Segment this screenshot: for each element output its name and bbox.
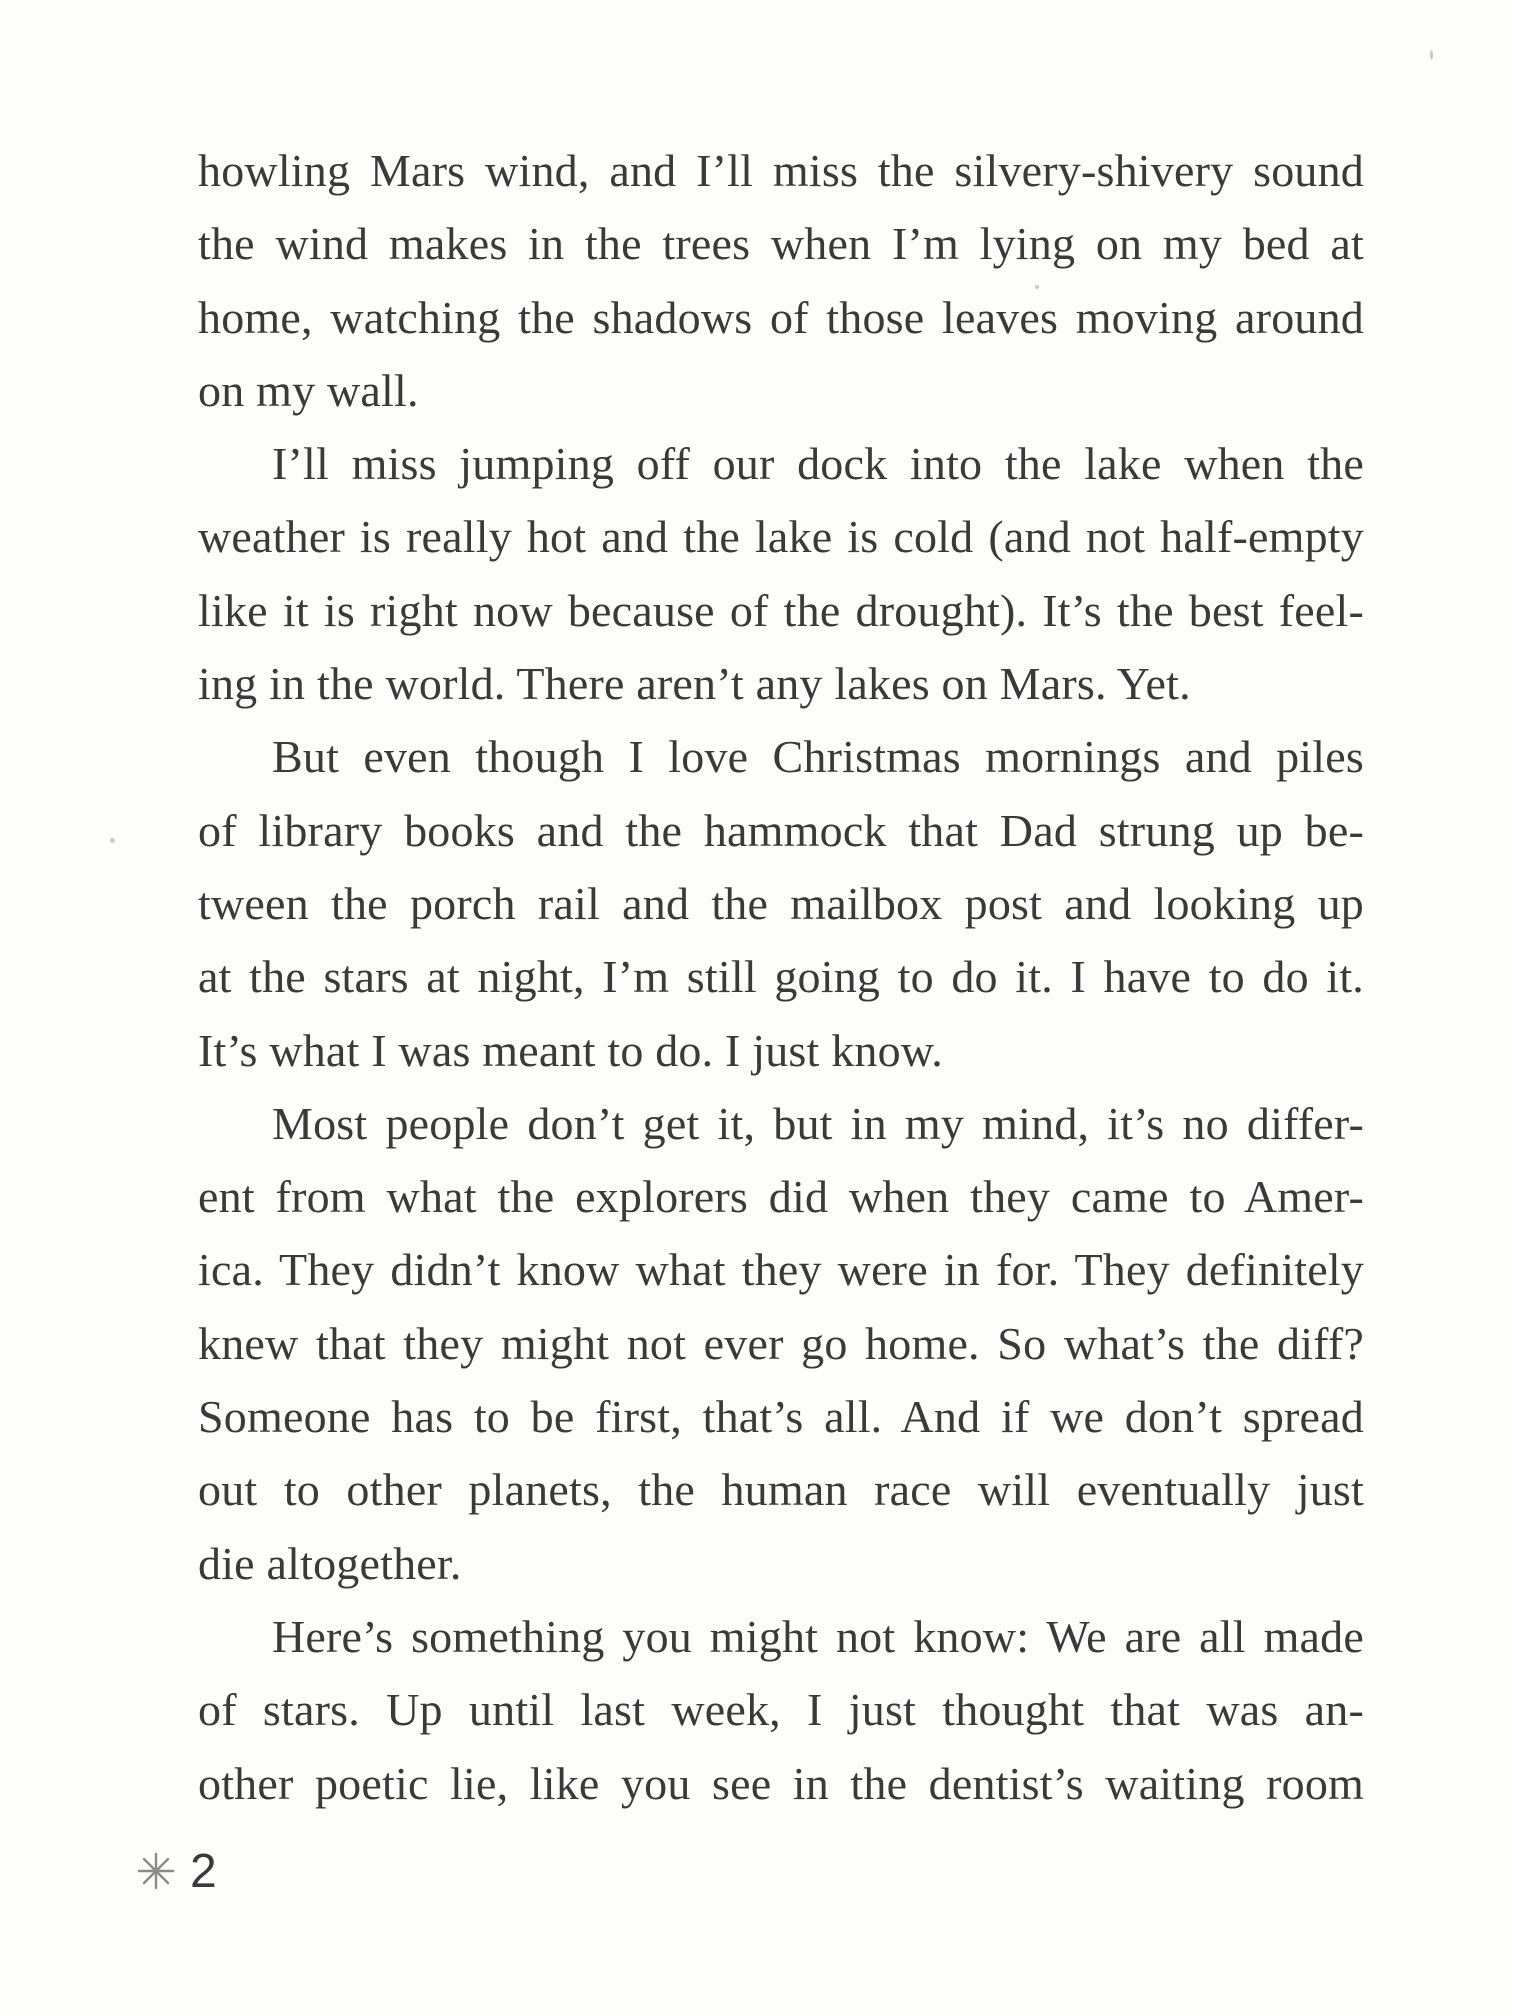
text-line: Someone has to be first, that’s all. And if we don’t spread — [198, 1391, 1364, 1443]
scan-speck — [1035, 285, 1039, 289]
text-line: other poetic lie, like you see in the dentist’s waiting room — [198, 1757, 1364, 1809]
text-line: I’ll miss jumping off our dock into the lake when the — [272, 438, 1364, 490]
text-line: die altogether. — [198, 1537, 462, 1589]
text-line: Here’s something you might not know: We are all made — [272, 1610, 1364, 1662]
scan-speck — [1430, 50, 1433, 60]
text-line: But even though I love Christmas mornings and piles — [272, 731, 1364, 783]
text-line: out to other planets, the human race will eventually just — [198, 1464, 1364, 1516]
text-line: weather is really hot and the lake is cold (and not half-empty — [198, 511, 1364, 563]
text-line: It’s what I was meant to do. I just know. — [198, 1024, 943, 1076]
text-line: ent from what the explorers did when they came to Amer- — [198, 1171, 1364, 1223]
text-line: at the stars at night, I’m still going to do it. I have to do it. — [198, 951, 1364, 1003]
text-line: on my wall. — [198, 364, 419, 416]
page-footer — [136, 1836, 217, 1906]
text-line: Most people don’t get it, but in my mind, it’s no differ- — [272, 1097, 1364, 1149]
text-line: tween the porch rail and the mailbox post and looking up — [198, 877, 1364, 929]
text-line: ica. They didn’t know what they were in for. They definitely — [198, 1244, 1364, 1296]
text-line: like it is right now because of the drought). It’s the best feel- — [198, 584, 1364, 636]
page-number: 2 — [190, 1844, 217, 1898]
text-line: home, watching the shadows of those leaves moving around — [198, 291, 1364, 343]
text-line: knew that they might not ever go home. So what’s the diff? — [198, 1317, 1364, 1369]
scan-speck — [110, 838, 115, 843]
body-text — [198, 134, 1364, 1820]
text-line: ing in the world. There aren’t any lakes on Mars. Yet. — [198, 658, 1191, 710]
text-line: howling Mars wind, and I’ll miss the silvery-shivery sound — [198, 145, 1364, 196]
text-line: the wind makes in the trees when I’m lying on my bed at — [198, 218, 1364, 270]
asterisk-star-icon — [136, 1851, 176, 1891]
text-line: of stars. Up until last week, I just thought that was an- — [198, 1684, 1364, 1736]
text-line: of library books and the hammock that Dad strung up be- — [198, 804, 1364, 856]
